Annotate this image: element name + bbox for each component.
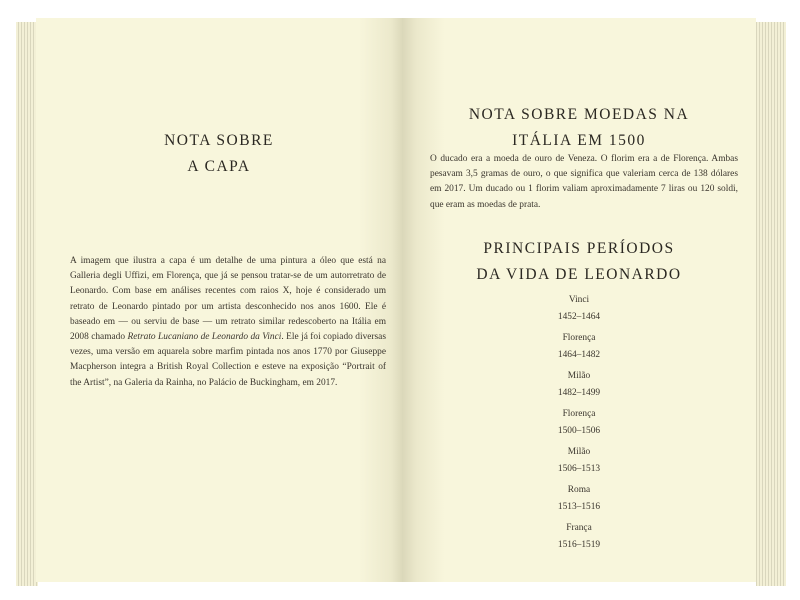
left-page	[36, 18, 402, 582]
period-years: 1506–1513	[557, 463, 601, 474]
coins-note-title-line2: ITÁLIA EM 1500	[512, 132, 646, 149]
period-place: Milão	[567, 371, 591, 381]
cover-note-title	[36, 128, 402, 180]
cover-note-title-line2: A CAPA	[187, 158, 251, 175]
period-item	[402, 330, 756, 363]
period-years: 1464–1482	[557, 349, 601, 360]
period-item	[402, 406, 756, 439]
coins-note-title	[402, 102, 756, 154]
period-years: 1516–1519	[557, 539, 601, 550]
period-place: Milão	[567, 447, 591, 457]
left-page-edges	[16, 22, 38, 586]
cover-note-body-part2: . Ele já foi copiado diversas vezes, uma versão em aquarela sobre marfim pintada nos anos 1770 por Giuseppe Macpherson integra a British Royal Collection e esteve na exposição “Portrait of the Artist”, na Galeria da Rainha, no Palácio de Buckingham, em 2017.	[70, 332, 386, 388]
period-place: França	[566, 523, 592, 533]
period-place: Florença	[562, 333, 596, 343]
period-place: Vinci	[568, 295, 590, 305]
periods-title-line2: DA VIDA DE LEONARDO	[476, 266, 682, 283]
right-page	[402, 18, 756, 582]
period-years: 1513–1516	[557, 501, 601, 512]
periods-title-line1: PRINCIPAIS PERÍODOS	[483, 240, 675, 257]
cover-note-body-part1: A imagem que ilustra a capa é um detalhe de uma pintura a óleo que está na Galleria degli Uffizi, em Florença, que já se pensou tratar-se de um autorretrato de Leonardo. Com base em análises recentes com raios X, hoje é considerado um retrato de Leonardo pintado por um artista desconhecido nos anos 1600. Ele é baseado em — ou serviu de base — um retrato similar redescoberto na Itália em 2008 chamado	[70, 256, 386, 343]
period-item	[402, 444, 756, 477]
periods-title	[402, 236, 756, 288]
coins-note-title-line1: NOTA SOBRE MOEDAS NA	[468, 106, 690, 123]
coins-note-body: O ducado era a moeda de ouro de Veneza. O florim era a de Florença. Ambas pesavam 3,5 gramas de ouro, o que significa que valeriam cerca de 138 dólares em 2017. Um ducado ou 1 florim valiam aproximadamente 7 liras ou 120 soldi, que eram as moedas de prata.	[430, 154, 738, 210]
right-page-edges	[756, 22, 786, 586]
period-item	[402, 520, 756, 553]
period-years: 1482–1499	[557, 387, 601, 398]
cover-note-title-line1: NOTA SOBRE	[164, 132, 274, 149]
period-years: 1452–1464	[557, 311, 601, 322]
period-place: Roma	[567, 485, 591, 495]
period-item	[402, 292, 756, 325]
periods-list	[402, 292, 756, 558]
period-item	[402, 482, 756, 515]
period-item	[402, 368, 756, 401]
cover-note-body-italic: Retrato Lucaniano de Leonardo da Vinci	[127, 332, 282, 343]
cover-note-body	[70, 254, 386, 391]
period-years: 1500–1506	[557, 425, 601, 436]
period-place: Florença	[562, 409, 596, 419]
